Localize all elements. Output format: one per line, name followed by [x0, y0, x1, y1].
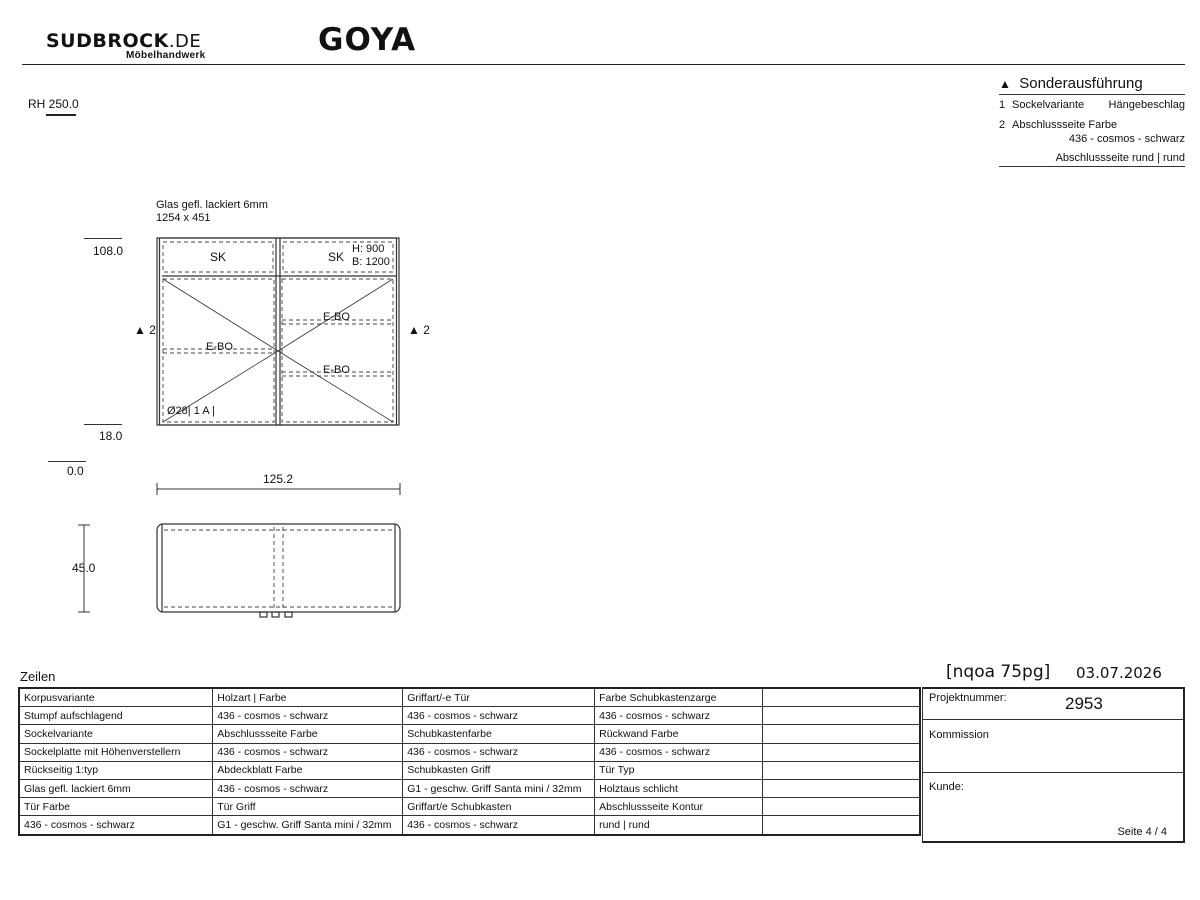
- sonder-item-num: 1: [999, 99, 1006, 111]
- table-cell: 436 - cosmos - schwarz: [403, 743, 595, 761]
- table-cell: Sockelvariante: [19, 725, 213, 743]
- table-cell: 436 - cosmos - schwarz: [595, 743, 763, 761]
- table-cell: 436 - cosmos - schwarz: [403, 816, 595, 835]
- table-cell: Schubkastenfarbe: [403, 725, 595, 743]
- glass-note-text: Glas gefl. lackiert 6mm: [156, 199, 268, 211]
- table-cell: Tür Farbe: [19, 798, 213, 816]
- table-cell: Stumpf aufschlagend: [19, 707, 213, 725]
- hinge-note: Ø28| 1 A |: [167, 405, 215, 417]
- date-text: 03.07.2026: [1076, 664, 1162, 682]
- dim-top: 108.0: [93, 244, 124, 258]
- table-cell: Tür Griff: [213, 798, 403, 816]
- ebo-right-top: E-BO: [323, 311, 350, 323]
- dim-width: 125.2: [263, 472, 294, 486]
- rh-label: RH 250.0: [28, 97, 79, 111]
- drawer-right-hidden: [283, 242, 393, 272]
- top-view-foot: [285, 612, 292, 617]
- triangle-icon: ▲: [999, 77, 1011, 91]
- door-swing-right-a: [278, 279, 393, 351]
- project-info-box: [922, 687, 1185, 843]
- kommission-separator: [923, 772, 1183, 773]
- door-right-hidden: [282, 279, 393, 422]
- glass-size-text: 1254 x 451: [156, 212, 211, 224]
- table-row: [19, 707, 920, 725]
- front-inner: [160, 238, 397, 425]
- kommission-label: Kommission: [929, 729, 989, 741]
- table-cell: [762, 688, 920, 707]
- table-cell: [762, 761, 920, 779]
- table-cell: Schubkasten Griff: [403, 761, 595, 779]
- door-swing-left-a: [163, 279, 278, 351]
- spec-table-body: [19, 688, 920, 835]
- ebo-right-bottom: E-BO: [323, 364, 350, 376]
- table-row: [19, 798, 920, 816]
- table-cell: 436 - cosmos - schwarz: [403, 707, 595, 725]
- table-cell: Abschlussseite Kontur: [595, 798, 763, 816]
- product-title: GOYA: [318, 22, 417, 58]
- table-cell: Farbe Schubkastenzarge: [595, 688, 763, 707]
- table-cell: Glas gefl. lackiert 6mm: [19, 779, 213, 797]
- table-cell: [762, 743, 920, 761]
- page-number: Seite 4 / 4: [1117, 826, 1167, 838]
- table-cell: [762, 816, 920, 835]
- sonder-extra: Abschlussseite rund | rund: [1055, 152, 1185, 164]
- sk-left-label: SK: [210, 250, 227, 264]
- table-cell: 436 - cosmos - schwarz: [213, 707, 403, 725]
- table-cell: [762, 707, 920, 725]
- table-row: [19, 725, 920, 743]
- table-cell: Abdeckblatt Farbe: [213, 761, 403, 779]
- sk-right-label: SK: [328, 250, 345, 264]
- table-cell: Holzart | Farbe: [213, 688, 403, 707]
- table-cell: Rückseitig 1:typ: [19, 761, 213, 779]
- top-view-outline: [157, 524, 400, 612]
- zeilen-label: Zeilen: [20, 669, 56, 684]
- table-row: [19, 761, 920, 779]
- drawer-left-hidden: [163, 242, 273, 272]
- table-row: [19, 816, 920, 835]
- table-cell: G1 - geschw. Griff Santa mini / 32mm: [213, 816, 403, 835]
- sk-height: H: 900: [352, 243, 385, 255]
- sk-width: B: 1200: [352, 256, 390, 268]
- projekt-value: 2953: [1065, 694, 1103, 713]
- table-cell: rund | rund: [595, 816, 763, 835]
- sonder-item-label: Abschlussseite Farbe: [1012, 119, 1118, 131]
- table-cell: 436 - cosmos - schwarz: [213, 779, 403, 797]
- table-cell: Tür Typ: [595, 761, 763, 779]
- dim-zero: 0.0: [67, 464, 84, 478]
- logo-domain: .DE: [168, 31, 202, 52]
- sonder-item-value: Hängebeschlag: [1108, 99, 1185, 111]
- marker-left: ▲ 2: [134, 323, 156, 337]
- top-view-foot: [272, 612, 279, 617]
- sonder-heading-text: Sonderausführung: [1019, 75, 1143, 92]
- dim-bottom: 18.0: [99, 429, 123, 443]
- front-outline: [157, 238, 399, 425]
- logo-subtitle: Möbelhandwerk: [126, 50, 206, 61]
- logo-main: SUDBROCK: [46, 30, 169, 52]
- table-cell: Holztaus schlicht: [595, 779, 763, 797]
- table-cell: Rückwand Farbe: [595, 725, 763, 743]
- table-cell: [762, 725, 920, 743]
- table-row: [19, 688, 920, 707]
- projekt-label: Projektnummer:: [929, 692, 1007, 704]
- table-cell: Korpusvariante: [19, 688, 213, 707]
- table-cell: G1 - geschw. Griff Santa mini / 32mm: [403, 779, 595, 797]
- sonder-item-num: 2: [999, 119, 1006, 131]
- top-view-foot: [260, 612, 267, 617]
- sonder-item-label: Sockelvariante: [1012, 99, 1085, 111]
- table-cell: Griffart/-e Tür: [403, 688, 595, 707]
- door-swing-left-b: [163, 351, 278, 422]
- table-cell: Abschlussseite Farbe: [213, 725, 403, 743]
- dim-depth: 45.0: [72, 561, 96, 575]
- sonder-item-value: 436 - cosmos - schwarz: [1068, 133, 1185, 145]
- table-row: [19, 779, 920, 797]
- ebo-left: E-BO: [206, 341, 233, 353]
- table-cell: Griffart/e Schubkasten: [403, 798, 595, 816]
- table-cell: [762, 779, 920, 797]
- marker-right: ▲ 2: [408, 323, 430, 337]
- door-swing-right-b: [278, 351, 393, 422]
- table-cell: 436 - cosmos - schwarz: [213, 743, 403, 761]
- door-left-hidden: [163, 279, 274, 422]
- stamp-text: [nqoa 75pg]: [946, 662, 1051, 682]
- table-cell: 436 - cosmos - schwarz: [19, 816, 213, 835]
- table-cell: [762, 798, 920, 816]
- table-cell: 436 - cosmos - schwarz: [595, 707, 763, 725]
- spec-table: [18, 687, 921, 836]
- table-row: [19, 743, 920, 761]
- projekt-separator: [923, 719, 1183, 720]
- table-cell: Sockelplatte mit Höhenverstellern: [19, 743, 213, 761]
- kunde-label: Kunde:: [929, 781, 964, 793]
